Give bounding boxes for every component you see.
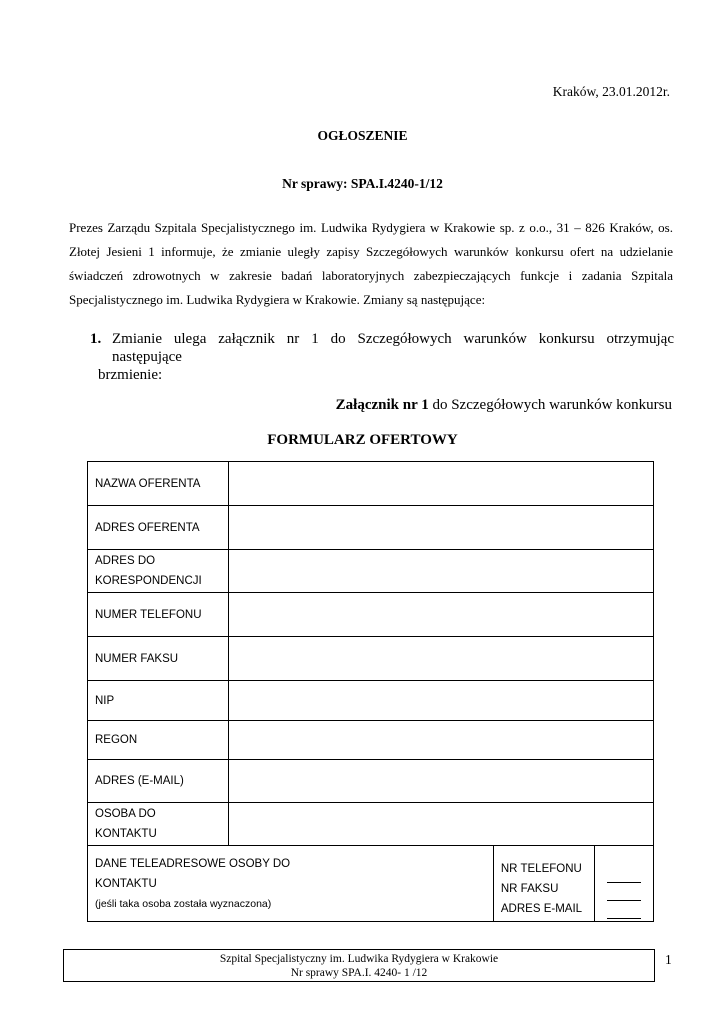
contact-label-line-1: DANE TELEADRESOWE OSOBY DO [95, 857, 291, 870]
contact-fax-field[interactable] [607, 883, 641, 901]
document-title: OGŁOSZENIE [317, 128, 408, 143]
form-label: ADRES OFERENTA [88, 506, 229, 550]
form-value-field[interactable] [229, 462, 654, 506]
contact-email-field[interactable] [607, 901, 641, 919]
footer-line-2: Nr sprawy SPA.I. 4240- 1 /12 [290, 967, 428, 979]
contact-field-label-fax: NR FAKSU [500, 883, 559, 895]
page-footer [63, 949, 655, 982]
form-label: NUMER FAKSU [88, 637, 229, 681]
list-item-line-1: Zmianie ulega załącznik nr 1 do Szczegółowych warunków konkursu otrzymując następujące [112, 331, 674, 365]
form-label: ADRES (E-MAIL) [88, 760, 229, 803]
annex-label-rest: do Szczegółowych warunków konkursu [428, 397, 672, 413]
form-row [88, 637, 654, 681]
form-value-field[interactable] [229, 593, 654, 637]
form-row [88, 506, 654, 550]
form-row [88, 760, 654, 803]
contact-field-lines [594, 846, 653, 922]
form-label-line: KONTAKTU [95, 828, 157, 840]
contact-label-line-2: KONTAKTU [95, 877, 157, 890]
contact-field-label-email: ADRES E-MAIL [500, 903, 583, 915]
list-item-number: 1. [90, 331, 102, 347]
contact-field-labels [493, 846, 594, 922]
form-value-field[interactable] [229, 760, 654, 803]
form-value-field[interactable] [229, 681, 654, 721]
list-item-line-2: brzmienie: [98, 367, 163, 383]
form-row [88, 593, 654, 637]
form-label: NIP [88, 681, 229, 721]
list-item-text [98, 330, 674, 384]
form-row [88, 721, 654, 760]
page-number: 1 [665, 952, 672, 967]
contact-field-label-phone: NR TELEFONU [500, 863, 582, 875]
form-title: FORMULARZ OFERTOWY [267, 432, 458, 448]
form-label [88, 550, 229, 593]
case-number: Nr sprawy: SPA.I.4240-1/12 [282, 176, 443, 191]
intro-paragraph: Prezes Zarządu Szpitala Specjalistycznego im. Ludwika Rydygiera w Krakowie sp. z o.o., 31 – 826 Kraków, os. Złotej Jesieni 1 informuje, że zmianie uległy zapisy Szczegółowych warunków konkursu ofert na udzielanie świadczeń zdrowotnych w zakresie badań laboratoryjnych zabezpieczających funkcje i zadania Szpitala Specjalistycznego im. Ludwika Rydygiera w Krakowie. Zmiany są następujące: [69, 220, 673, 307]
form-label: NAZWA OFERENTA [88, 462, 229, 506]
place-date: Kraków, 23.01.2012r. [552, 84, 670, 99]
form-value-field[interactable] [229, 550, 654, 593]
form-value-field[interactable] [229, 506, 654, 550]
form-row [88, 462, 654, 506]
annex-label-bold: Załącznik nr 1 [335, 397, 429, 413]
form-row [88, 550, 654, 593]
form-value-field[interactable] [229, 803, 654, 846]
form-label-line: OSOBA DO [95, 808, 156, 820]
contact-label [88, 846, 494, 922]
form-row [88, 803, 654, 846]
form-label-line: KORESPONDENCJI [95, 575, 202, 587]
offer-form-table [87, 461, 654, 922]
form-label: REGON [88, 721, 229, 760]
form-row-contact [88, 846, 654, 922]
form-row [88, 681, 654, 721]
form-label-line: ADRES DO [95, 555, 156, 567]
contact-phone-field[interactable] [607, 865, 641, 883]
list-item-1 [90, 330, 674, 384]
form-label [88, 803, 229, 846]
form-value-field[interactable] [229, 721, 654, 760]
contact-label-note: (jeśli taka osoba została wyznaczona) [95, 897, 272, 910]
annex-heading [336, 397, 672, 414]
footer-line-1: Szpital Specjalistyczny im. Ludwika Rydygiera w Krakowie [219, 953, 499, 965]
form-label: NUMER TELEFONU [88, 593, 229, 637]
form-value-field[interactable] [229, 637, 654, 681]
